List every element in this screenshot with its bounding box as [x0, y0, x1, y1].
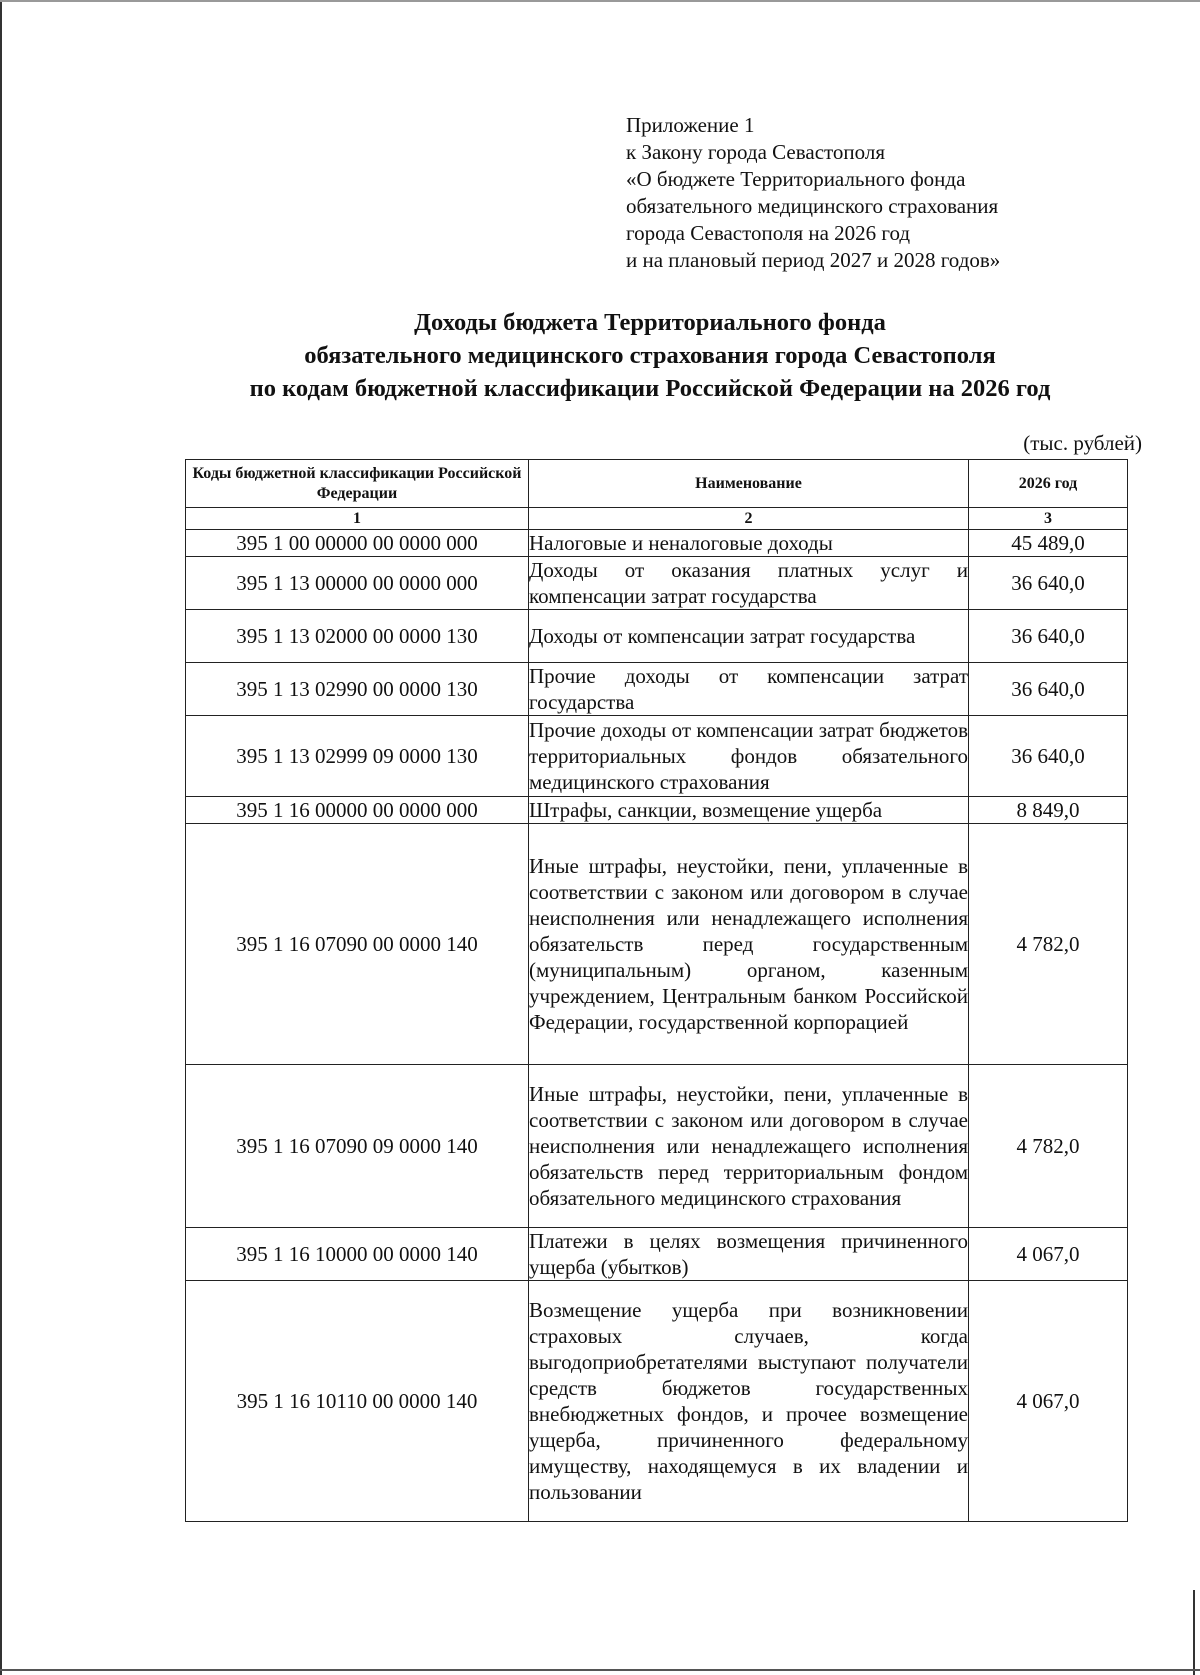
row-amount: 4 782,0: [969, 1065, 1128, 1228]
appendix-line: «О бюджете Территориального фонда: [626, 167, 966, 191]
table-row: [186, 1228, 1128, 1281]
row-name: Платежи в целях возмещения причиненного ущерба (убытков): [529, 1229, 968, 1279]
appendix-line: обязательного медицинского страхования: [626, 194, 999, 218]
appendix-line: и на плановый период 2027 и 2028 годов»: [626, 248, 1001, 272]
row-code: 395 1 13 00000 00 0000 000: [186, 557, 529, 610]
row-code: 395 1 13 02000 00 0000 130: [186, 610, 529, 663]
table-row: [186, 1065, 1128, 1228]
units-label: (тыс. рублей): [1023, 431, 1142, 455]
row-name: Доходы от компенсации затрат государства: [529, 610, 969, 663]
row-code: 395 1 16 10110 00 0000 140: [186, 1281, 529, 1522]
column-number-row: [186, 508, 1128, 530]
row-code: 395 1 16 10000 00 0000 140: [186, 1228, 529, 1281]
row-code: 395 1 16 07090 09 0000 140: [186, 1065, 529, 1228]
table-row: [186, 530, 1128, 557]
column-number: 2: [529, 508, 969, 530]
title-line: Доходы бюджета Территориального фонда: [414, 309, 886, 336]
row-code: 395 1 16 00000 00 0000 000: [186, 797, 529, 824]
header-name: Наименование: [529, 460, 969, 508]
appendix-line: Приложение 1: [626, 113, 755, 137]
table-header-row: [186, 460, 1128, 508]
row-name: Налоговые и неналоговые доходы: [529, 530, 969, 557]
row-amount: 36 640,0: [969, 663, 1128, 716]
table-row: [186, 610, 1128, 663]
row-amount: 45 489,0: [969, 530, 1128, 557]
appendix-line: к Закону города Севастополя: [626, 140, 886, 164]
appendix-line: города Севастополя на 2026 год: [626, 221, 911, 245]
title-line: по кодам бюджетной классификации Российской Федерации на 2026 год: [249, 375, 1051, 402]
row-name: Доходы от оказания платных услуг и компенсации затрат государства: [529, 558, 968, 608]
title-line: обязательного медицинского страхования города Севастополя: [304, 342, 996, 369]
table-row: [186, 557, 1128, 610]
row-code: 395 1 13 02990 00 0000 130: [186, 663, 529, 716]
row-amount: 36 640,0: [969, 557, 1128, 610]
column-number: 1: [186, 508, 529, 530]
scan-edge-left: [0, 0, 2, 1675]
row-name: Прочие доходы от компенсации затрат бюджетов территориальных фондов обязательного медицинского страхования: [529, 716, 969, 797]
row-amount: 36 640,0: [969, 716, 1128, 797]
row-amount: 36 640,0: [969, 610, 1128, 663]
row-name: Иные штрафы, неустойки, пени, уплаченные в соответствии с законом или договором в случае неисполнения или ненадлежащего исполнения обязательств перед государственным (муниципальным) органом, казенным учреждением, Центральным банком Российской Федерации, государственной корпорацией: [529, 824, 969, 1065]
table-row: [186, 797, 1128, 824]
appendix-note: [626, 112, 1000, 274]
scan-edge-top: [0, 0, 1200, 2]
row-code: 395 1 16 07090 00 0000 140: [186, 824, 529, 1065]
row-code: 395 1 13 02999 09 0000 130: [186, 716, 529, 797]
table-row: [186, 716, 1128, 797]
scan-edge-bottom: [0, 1669, 1200, 1671]
table-row: [186, 1281, 1128, 1522]
row-code: 395 1 00 00000 00 0000 000: [186, 530, 529, 557]
row-name: Штрафы, санкции, возмещение ущерба: [529, 797, 969, 824]
row-amount: 4 067,0: [969, 1228, 1128, 1281]
scan-edge-right: [1193, 1590, 1195, 1675]
budget-table: [185, 459, 1128, 1522]
header-amount: 2026 год: [969, 460, 1128, 508]
row-name: Возмещение ущерба при возникновении страховых случаев, когда выгодоприобретателями выступают получатели средств бюджетов государственных внебюджетных фондов, и прочее возмещение ущерба, причиненного федеральному имуществу, находящемуся в их владении и пользовании: [529, 1281, 969, 1522]
row-amount: 4 067,0: [969, 1281, 1128, 1522]
table-row: [186, 824, 1128, 1065]
column-number: 3: [969, 508, 1128, 530]
header-code: Коды бюджетной классификации Российской Федерации: [186, 460, 529, 508]
row-amount: 8 849,0: [969, 797, 1128, 824]
table-row: [186, 663, 1128, 716]
row-amount: 4 782,0: [969, 824, 1128, 1065]
document-title: [170, 306, 1130, 405]
row-name: Иные штрафы, неустойки, пени, уплаченные в соответствии с законом или договором в случае неисполнения или ненадлежащего исполнения обязательств перед территориальным фондом обязательного медицинского страхования: [529, 1065, 969, 1228]
row-name: Прочие доходы от компенсации затрат государства: [529, 664, 968, 714]
